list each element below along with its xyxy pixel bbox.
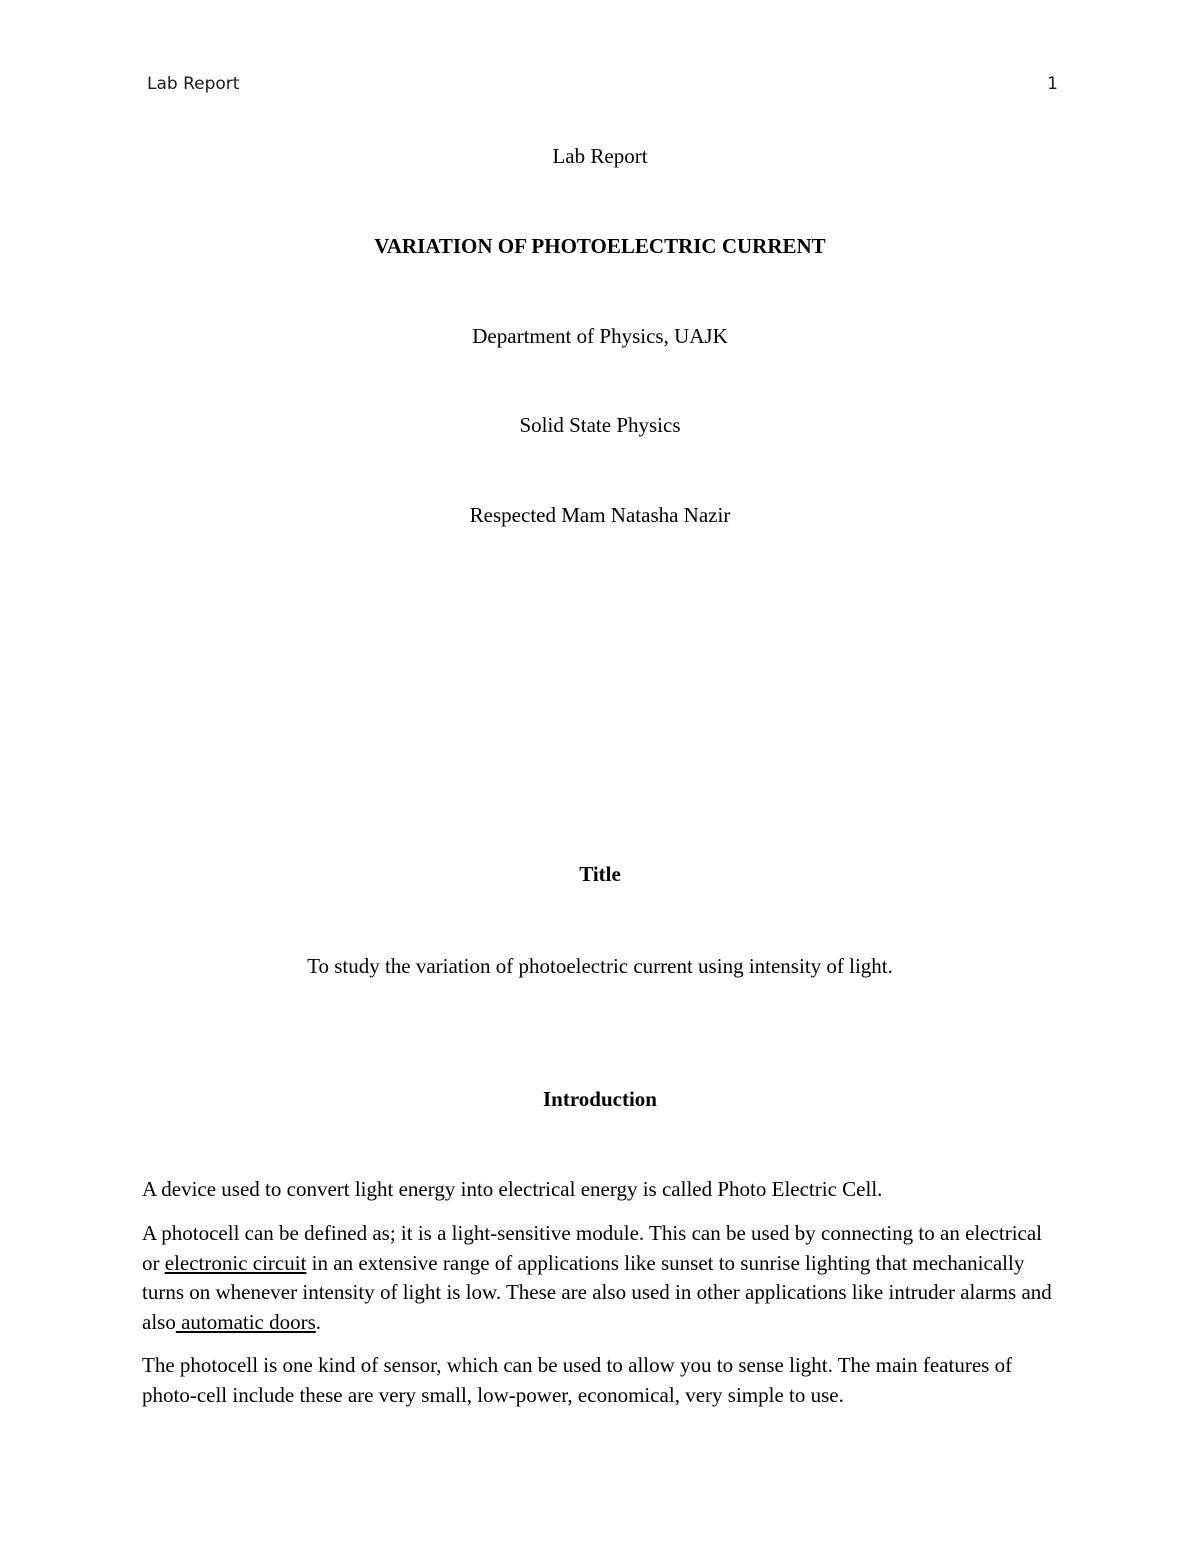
paragraph-text: The photocell is one kind of sensor, which can be used to allow you to sense light. The main features of photo-cell include these are very small, low-power, economical, very simple to use. — [142, 1353, 1013, 1407]
automatic-doors-link[interactable]: automatic doors — [175, 1309, 316, 1334]
instructor-name: Respected Mam Natasha Nazir — [469, 503, 731, 527]
title-heading: Title — [579, 862, 621, 886]
introduction-paragraph-1 — [142, 1175, 1062, 1205]
paragraph-text — [142, 1219, 1062, 1337]
electronic-circuit-link[interactable]: electronic circuit — [164, 1250, 307, 1275]
title-text: To study the variation of photoelectric current using intensity of light. — [307, 954, 893, 978]
report-title: VARIATION OF PHOTOELECTRIC CURRENT — [374, 234, 826, 258]
introduction-heading: Introduction — [543, 1087, 657, 1111]
paragraph-text-segment: A photocell can be defined as; it is a light-sensitive module. This can be used by connecting to an electrical or — [142, 1221, 1043, 1275]
introduction-paragraph-3 — [142, 1351, 1062, 1410]
paragraph-text-segment: . — [315, 1309, 322, 1334]
running-head: Lab Report — [147, 74, 240, 94]
paragraph-text: A device used to convert light energy into electrical energy is called Photo Electric Cell. — [142, 1177, 883, 1201]
page-number: 1 — [1047, 74, 1058, 94]
introduction-paragraph-2 — [142, 1219, 1062, 1337]
course-name: Solid State Physics — [519, 413, 681, 437]
paragraph-text-segment: in an extensive range of applications like sunset to sunrise lighting that mechanically turns on whenever intensity of light is low. These are also used in other applications like intruder alarms and also — [142, 1250, 1052, 1334]
report-label: Lab Report — [552, 144, 648, 168]
department: Department of Physics, UAJK — [472, 324, 728, 348]
